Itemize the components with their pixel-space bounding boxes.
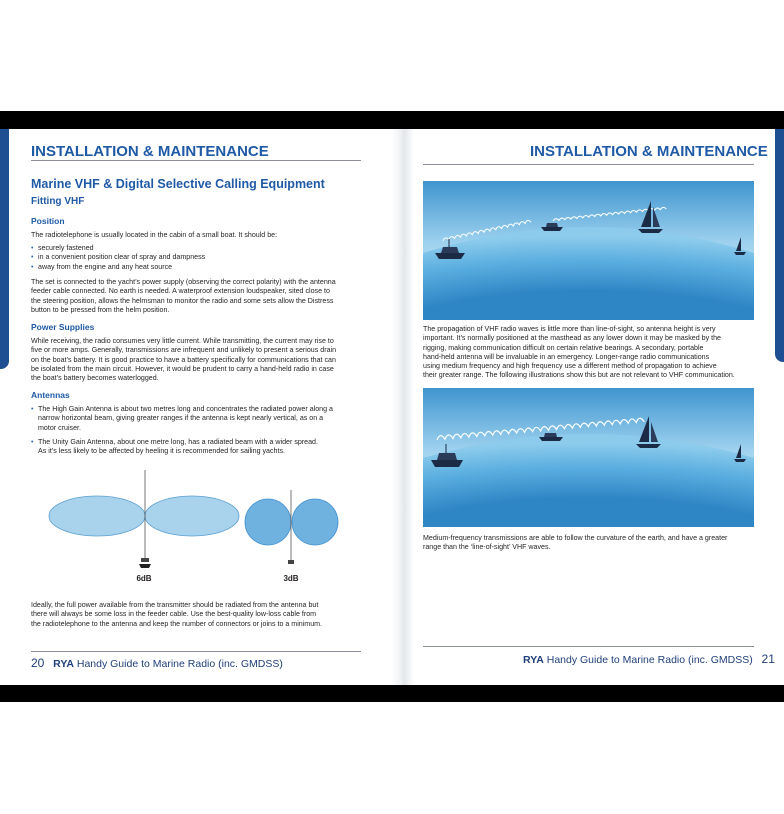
text-line: hand-held antenna will be invaluable in an emergency. Longer-range radio communications	[423, 352, 710, 361]
right-footer-rule	[423, 646, 754, 647]
text-line: there will always be some loss in the feeder cable. Use the best-quality low-loss cable from	[31, 610, 317, 619]
text-line: important. It’s normally positioned at the masthead as any lower down it may be masked by the	[423, 334, 721, 343]
bottom-black-band	[0, 685, 784, 702]
text-line: The set is connected to the yacht’s power supply (observing the correct polarity) with the antenna	[31, 278, 336, 286]
text-line: rigging, making communication difficult on certain relative bearings. A secondary, portable	[423, 343, 704, 352]
text-line: While receiving, the radio consumes very little current. While transmitting, the current may rise to	[31, 337, 334, 345]
power-paragraph	[31, 337, 336, 383]
text-line: The propagation of VHF radio waves is little more than line-of-sight, so antenna height is very	[423, 325, 716, 333]
high-gain-lobe-right	[145, 496, 239, 536]
sea-surface	[423, 227, 754, 320]
position-intro: The radiotelephone is usually located in the cabin of a small boat. It should be:	[31, 231, 278, 239]
mf-propagation-illustration	[423, 388, 754, 527]
unity-gain-antenna-base-icon	[288, 560, 294, 564]
left-chapter-tab	[0, 129, 9, 369]
position-paragraph	[31, 278, 336, 315]
text-line: motor cruiser.	[38, 423, 81, 432]
text-line: range than the ‘line-of-sight’ VHF waves.	[423, 543, 551, 552]
high-gain-label: 6dB	[136, 574, 152, 583]
antennas-bullets	[31, 405, 333, 456]
section-subtitle: Fitting VHF	[31, 196, 85, 207]
unity-gain-lobe-right	[292, 499, 338, 545]
text-line: button to be pressed from the helm position.	[31, 305, 170, 314]
text-line: As it’s less likely to be affected by heeling it is recommended for sailing yachts.	[38, 447, 285, 456]
right-head-rule	[423, 164, 754, 165]
brand-name: RYA	[53, 658, 74, 670]
caption-vhf	[423, 325, 735, 381]
list-item: • securely fastened	[31, 244, 205, 253]
sea-surface	[423, 434, 754, 527]
unity-gain-label: 3dB	[283, 574, 299, 583]
position-heading: Position	[31, 216, 65, 226]
list-item	[31, 405, 333, 433]
list-item: • away from the engine and any heat source	[31, 263, 205, 272]
closing-paragraph	[31, 601, 322, 629]
high-gain-lobe-left	[49, 496, 145, 536]
text-line: The Unity Gain Antenna, about one metre long, has a radiated beam with a wider spread.	[38, 437, 318, 446]
text-line: be isolated from the main circuit. However, it would be prudent to carry a hand-held radio in case	[31, 364, 334, 373]
text-line: five or more amps. Generally, transmissions are infrequent and unlikely to present a serious drain	[31, 346, 337, 355]
power-heading: Power Supplies	[31, 322, 95, 332]
left-footer	[31, 656, 283, 670]
text-line: feeder cable connected. No earth is needed. A waterproof extension loudspeaker, sited close to	[31, 287, 330, 296]
text-line: the radiotelephone to the antenna and keep the number of connectors or joins to a minimum.	[31, 619, 323, 628]
right-running-head: INSTALLATION & MAINTENANCE	[530, 143, 768, 160]
section-title: Marine VHF & Digital Selective Calling Equipment	[31, 177, 325, 191]
page-number: 21	[761, 652, 775, 666]
guide-title: Handy Guide to Marine Radio (inc. GMDSS)	[76, 658, 283, 670]
left-running-head: INSTALLATION & MAINTENANCE	[31, 143, 269, 160]
list-item: • in a convenient position clear of spray and dampness	[31, 253, 205, 262]
text-line: their greater range. The following illustrations show this but are not relevant to VHF communication.	[423, 371, 735, 380]
high-gain-antenna-base-icon	[139, 558, 151, 568]
brand-name: RYA	[523, 654, 544, 666]
right-chapter-tab	[775, 129, 784, 362]
text-line: Ideally, the full power available from the transmitter should be radiated from the antenna but	[31, 601, 319, 609]
guide-title: Handy Guide to Marine Radio (inc. GMDSS)	[546, 654, 753, 666]
text-line: the steering position, allows the helmsman to monitor the radio and some sets allow the Distress	[31, 296, 334, 305]
unity-gain-lobe-left	[245, 499, 291, 545]
text-line: the boat’s battery becomes waterlogged.	[31, 374, 159, 383]
list-item	[31, 438, 333, 457]
antenna-radiation-diagram	[40, 470, 350, 585]
left-head-rule	[31, 160, 361, 161]
antennas-heading: Antennas	[31, 390, 70, 400]
left-footer-rule	[31, 651, 361, 652]
top-black-band	[0, 111, 784, 129]
book-gutter	[392, 129, 414, 685]
caption-mf	[423, 534, 727, 553]
text-line: Medium-frequency transmissions are able to follow the curvature of the earth, and have a greater	[423, 534, 728, 542]
page-number: 20	[31, 656, 45, 670]
text-line: narrow horizontal beam, giving greater ranges if the antenna is kept nearly vertical, as on a	[38, 414, 324, 423]
vhf-propagation-illustration	[423, 181, 754, 320]
position-bullets	[31, 244, 205, 272]
text-line: on the boat’s battery. It is good practice to have a battery specifically for communications that can	[31, 355, 336, 364]
text-line: using medium frequency and high frequency use a different method of propagation to achieve	[423, 362, 717, 371]
right-footer	[523, 652, 775, 666]
text-line: The High Gain Antenna is about two metres long and concentrates the radiated power along a	[38, 405, 333, 413]
